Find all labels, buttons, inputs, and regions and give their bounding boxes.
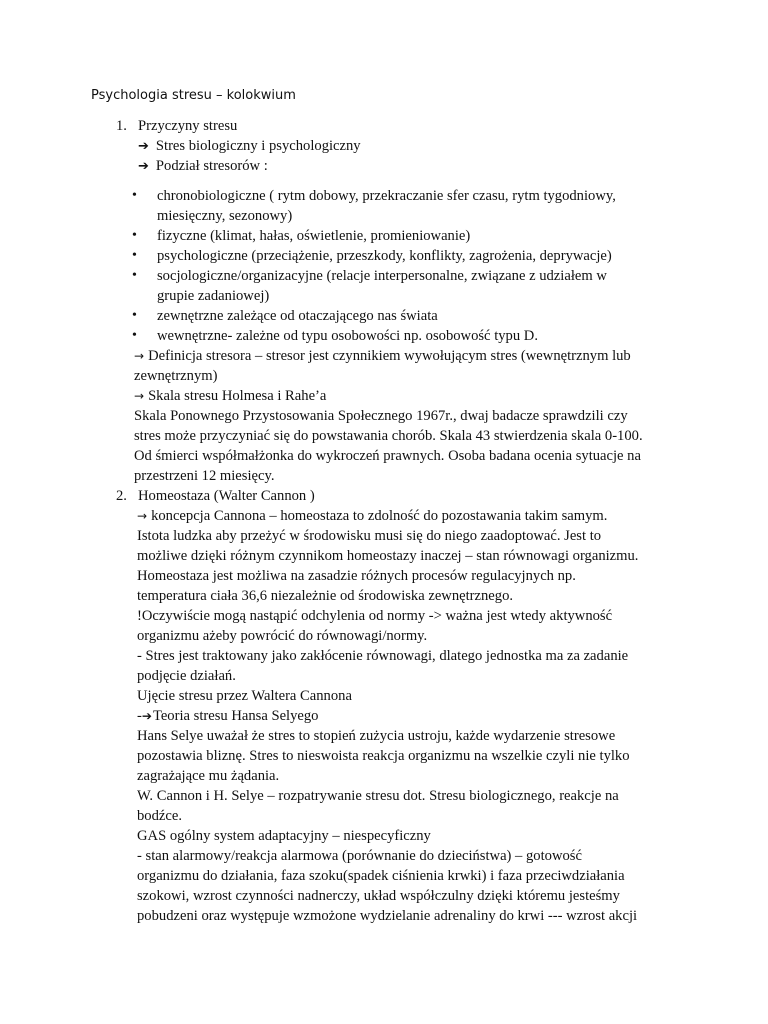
definition-text: Definicja stresora – stresor jest czynnikiem wywołującym stres (wewnętrznym lub bbox=[148, 348, 631, 364]
paragraph-text: Hans Selye uważał że stres to stopień zużycia ustroju, każde wydarzenie stresowe bbox=[137, 728, 616, 744]
paragraph-text: organizmu do działania, faza szoku(spadek ciśnienia krwki) i faza przeciwdziałania bbox=[137, 868, 625, 884]
bullet-text: socjologiczne/organizacyjne (relacje interpersonalne, związane z udziałem w bbox=[157, 268, 607, 284]
paragraph-text: Homeostaza jest możliwa na zasadzie różnych procesów regulacyjnych np. bbox=[137, 568, 576, 584]
bullet-item bbox=[0, 306, 768, 326]
bullet-text: zewnętrzne zależące od otaczającego nas świata bbox=[157, 308, 438, 324]
paragraph-line bbox=[0, 646, 768, 666]
paragraph-line bbox=[0, 506, 768, 526]
paragraph-text: temperatura ciała 36,6 niezależnie od środowiska zewnętrznego. bbox=[137, 588, 514, 604]
arrow-right-icon: → bbox=[137, 509, 148, 523]
section-number: 2. bbox=[116, 488, 127, 504]
bullet-text: fizyczne (klimat, hałas, oświetlenie, promieniowanie) bbox=[157, 228, 471, 244]
bullet-item bbox=[0, 186, 768, 206]
paragraph-line bbox=[0, 906, 768, 926]
paragraph-line bbox=[0, 686, 768, 706]
paragraph-line bbox=[0, 526, 768, 546]
paragraph-line bbox=[0, 666, 768, 686]
bullet-text: wewnętrzne- zależne od typu osobowości np. osobowość typu D. bbox=[157, 328, 538, 344]
paragraph-text: bodźce. bbox=[137, 808, 182, 824]
paragraph-line bbox=[0, 806, 768, 826]
bullet-icon: • bbox=[132, 228, 137, 243]
arrow-right-icon: ➔ bbox=[138, 159, 149, 174]
section-title: Przyczyny stresu bbox=[138, 118, 238, 134]
paragraph-text: W. Cannon i H. Selye – rozpatrywanie stresu dot. Stresu biologicznego, reakcje na bbox=[137, 788, 619, 804]
paragraph-line bbox=[0, 626, 768, 646]
arrow-item-text: Podział stresorów : bbox=[155, 158, 268, 174]
paragraph-text: pozostawia bliznę. Stres to nieswoista reakcja organizmu na wszelkie czyli nie tylko bbox=[137, 748, 630, 764]
section-number: 1. bbox=[116, 118, 127, 134]
arrow-right-icon: ➔ bbox=[141, 709, 152, 723]
arrow-item bbox=[0, 136, 768, 156]
paragraph-text: możliwe dzięki różnym czynnikom homeostazy inaczej – stan równowagi organizmu. bbox=[137, 548, 639, 564]
paragraph-text: przestrzeni 12 miesięcy. bbox=[134, 468, 275, 484]
selye-heading: Teoria stresu Hansa Selyego bbox=[152, 708, 319, 724]
paragraph-text: Od śmierci współmałżonka do wykroczeń prawnych. Osoba badana ocenia sytuacje na bbox=[134, 448, 641, 464]
arrow-right-icon: ➔ bbox=[138, 139, 149, 154]
paragraph-text: Istota ludzka aby przeżyć w środowisku musi się do niego zaadoptować. Jest to bbox=[137, 528, 602, 544]
paragraph-text: Ujęcie stresu przez Waltera Cannona bbox=[137, 688, 352, 704]
bullet-item bbox=[0, 246, 768, 266]
paragraph-line bbox=[0, 866, 768, 886]
paragraph-line bbox=[0, 726, 768, 746]
paragraph-text: organizmu ażeby powrócić do równowagi/normy. bbox=[137, 628, 428, 644]
document-title: Psychologia stresu – kolokwium bbox=[91, 88, 296, 103]
bullet-icon: • bbox=[132, 248, 137, 263]
definition-text: zewnętrznym) bbox=[134, 368, 218, 384]
paragraph-text: stres może przyczyniać się do powstawania chorób. Skala 43 stwierdzenia skala 0-100. bbox=[134, 428, 643, 444]
paragraph-line bbox=[0, 466, 768, 486]
arrow-item-text: Stres biologiczny i psychologiczny bbox=[155, 138, 361, 154]
arrow-right-icon: → bbox=[134, 389, 145, 403]
paragraph-line bbox=[0, 546, 768, 566]
bullet-continuation bbox=[0, 286, 768, 306]
paragraph-line bbox=[0, 826, 768, 846]
paragraph-text: koncepcja Cannona – homeostaza to zdolność do pozostawania takim samym. bbox=[151, 508, 608, 524]
paragraph-line bbox=[0, 766, 768, 786]
paragraph-text: - Stres jest traktowany jako zakłócenie równowagi, dlatego jednostka ma za zadanie bbox=[137, 648, 629, 664]
arrow-right-icon: → bbox=[134, 349, 145, 363]
bullet-icon: • bbox=[132, 188, 137, 203]
bullet-text: miesięczny, sezonowy) bbox=[157, 208, 293, 224]
paragraph-line bbox=[0, 886, 768, 906]
paragraph-text: szokowi, wzrost czynności nadnerczy, układ współczulny dzięki któremu jesteśmy bbox=[137, 888, 620, 904]
definition-line bbox=[0, 366, 768, 386]
paragraph-line bbox=[0, 846, 768, 866]
bullet-icon: • bbox=[132, 308, 137, 323]
paragraph-text: GAS ogólny system adaptacyjny – niespecyficzny bbox=[137, 828, 431, 844]
document-body bbox=[0, 116, 768, 926]
section-1-heading bbox=[0, 116, 768, 136]
bullet-icon: • bbox=[132, 328, 137, 343]
arrow-item bbox=[0, 156, 768, 176]
paragraph-line bbox=[0, 586, 768, 606]
paragraph-text: podjęcie działań. bbox=[137, 668, 236, 684]
bullet-text: chronobiologiczne ( rytm dobowy, przekraczanie sfer czasu, rytm tygodniowy, bbox=[157, 188, 616, 204]
paragraph-text: zagrażające mu żądania. bbox=[137, 768, 280, 784]
bullet-item bbox=[0, 266, 768, 286]
scale-heading: Skala stresu Holmesa i Rahe’a bbox=[148, 388, 327, 404]
bullet-continuation bbox=[0, 206, 768, 226]
paragraph-line bbox=[0, 566, 768, 586]
bullet-item bbox=[0, 326, 768, 346]
section-title: Homeostaza (Walter Cannon ) bbox=[138, 488, 315, 504]
bullet-icon: • bbox=[132, 268, 137, 283]
paragraph-line bbox=[0, 606, 768, 626]
dash-prefix: - bbox=[137, 708, 142, 724]
scale-heading-line bbox=[0, 386, 768, 406]
paragraph-line bbox=[0, 426, 768, 446]
bullet-text: psychologiczne (przeciążenie, przeszkody, konflikty, zagrożenia, deprywacje) bbox=[157, 248, 612, 264]
definition-line bbox=[0, 346, 768, 366]
paragraph-text: pobudzeni oraz występuje wzmożone wydzielanie adrenaliny do krwi --- wzrost akcji bbox=[137, 908, 638, 924]
selye-heading-line bbox=[0, 706, 768, 726]
paragraph-text: Skala Ponownego Przystosowania Społecznego 1967r., dwaj badacze sprawdzili czy bbox=[134, 408, 628, 424]
paragraph-text: !Oczywiście mogą nastąpić odchylenia od normy -> ważna jest wtedy aktywność bbox=[137, 608, 613, 624]
paragraph-line bbox=[0, 786, 768, 806]
paragraph-text: - stan alarmowy/reakcja alarmowa (porównanie do dzieciństwa) – gotowość bbox=[137, 848, 582, 864]
paragraph-line bbox=[0, 746, 768, 766]
bullet-text: grupie zadaniowej) bbox=[157, 288, 270, 304]
paragraph-line bbox=[0, 406, 768, 426]
bullet-item bbox=[0, 226, 768, 246]
section-2-heading bbox=[0, 486, 768, 506]
paragraph-line bbox=[0, 446, 768, 466]
